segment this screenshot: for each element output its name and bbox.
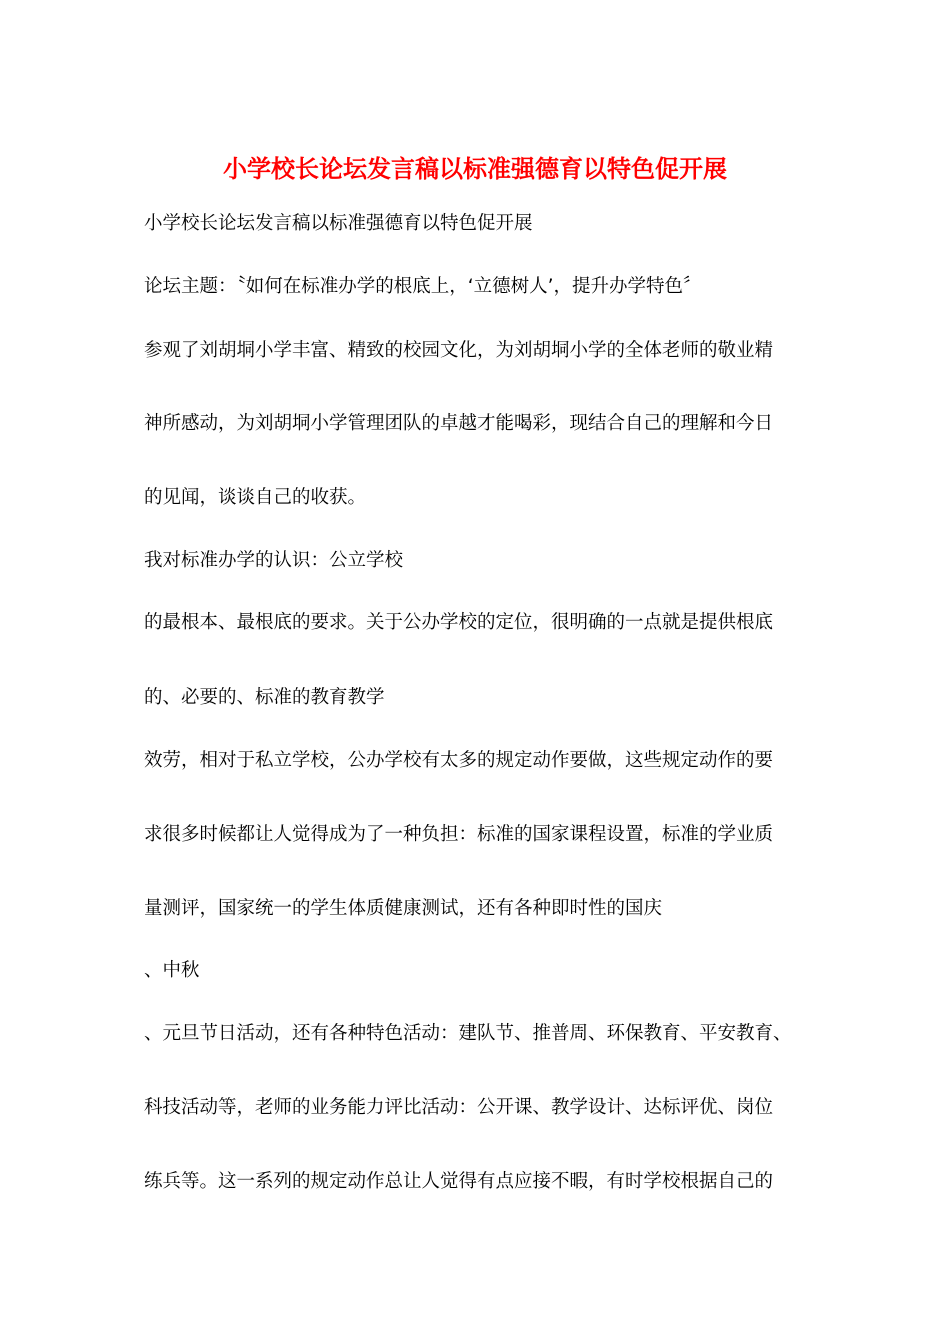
body-text-line: 量测评，国家统一的学生体质健康测试，还有各种即时性的国庆 — [144, 898, 663, 919]
subtitle-line: 小学校长论坛发言稿以标准强德育以特色促开展 — [144, 213, 533, 234]
forum-topic-line: 论坛主题：〝如何在标准办学的根底上，‘立德树人’，提升办学特色〞 — [144, 276, 702, 297]
page-title: 小学校长论坛发言稿以标准强德育以特色促开展 — [223, 154, 727, 183]
body-text-line: 的见闻，谈谈自己的收获。 — [144, 487, 367, 508]
body-text-line: 神所感动，为刘胡垌小学管理团队的卓越才能喝彩，现结合自己的理解和今日 — [144, 413, 774, 434]
body-text-line: 、元旦节日活动，还有各种特色活动：建队节、推普周、环保教育、平安教育、 — [144, 1023, 792, 1044]
body-text-line: 的、必要的、标准的教育教学 — [144, 687, 385, 708]
body-text-line: 参观了刘胡垌小学丰富、精致的校园文化，为刘胡垌小学的全体老师的敬业精 — [144, 340, 774, 361]
body-text-line: 的最根本、最根底的要求。关于公办学校的定位，很明确的一点就是提供根底 — [144, 612, 774, 633]
body-text-line: 效劳，相对于私立学校，公办学校有太多的规定动作要做，这些规定动作的要 — [144, 750, 774, 771]
body-text-line: 、中秋 — [144, 960, 200, 981]
body-text-line: 科技活动等，老师的业务能力评比活动：公开课、教学设计、达标评优、岗位 — [144, 1097, 774, 1118]
section-heading-line: 我对标准办学的认识：公立学校 — [144, 550, 404, 571]
body-text-line: 练兵等。这一系列的规定动作总让人觉得有点应接不暇，有时学校根据自己的 — [144, 1171, 774, 1192]
body-text-line: 求很多时候都让人觉得成为了一种负担：标准的国家课程设置，标准的学业质 — [144, 824, 774, 845]
